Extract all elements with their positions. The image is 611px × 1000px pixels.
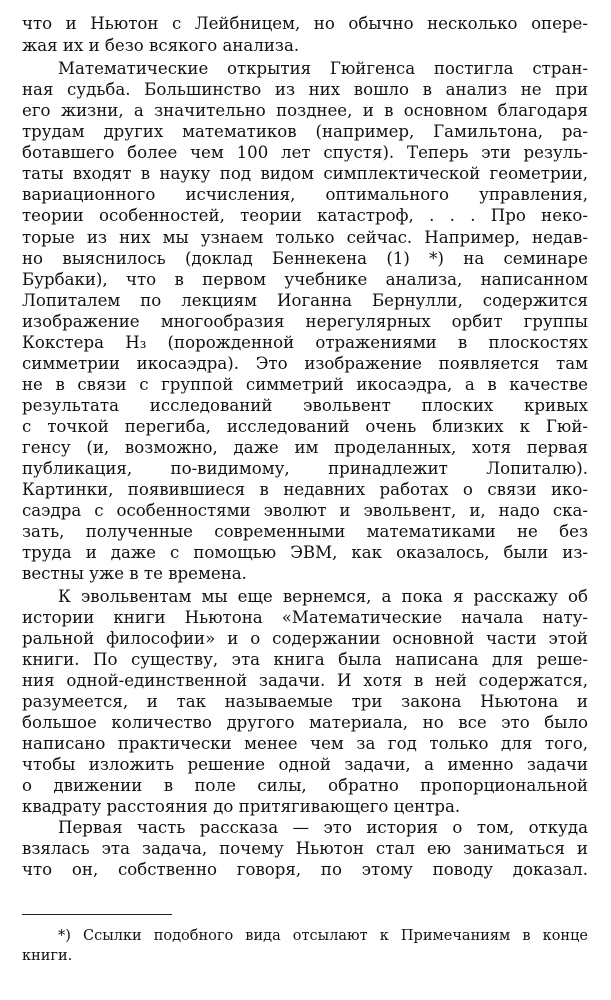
- text-line: Картинки, появившиеся в недавних работах о связи ико-: [22, 480, 588, 499]
- text-line: теории особенностей, теории катастроф, . . . Про неко-: [22, 206, 588, 225]
- text-line: ная судьба. Большинство из них вошло в анализ не при: [22, 80, 588, 99]
- text-line: его жизни, а значительно позднее, и в основном благодаря: [22, 101, 588, 120]
- paragraph-start-line: Первая часть рассказа — это история о том, откуда: [58, 818, 588, 837]
- text-line: вестны уже в те времена.: [22, 564, 247, 583]
- text-line: публикация, по-видимому, принадлежит Лопиталю).: [22, 459, 588, 478]
- footnote-text: *) Ссылки подобного вида отсылают к Примечаниям в конце: [58, 928, 588, 944]
- text-line: что и Ньютон с Лейбницем, но обычно несколько опере-: [22, 14, 588, 33]
- text-line: торые из них мы узнаем только сейчас. Например, недав-: [22, 228, 588, 247]
- footnote-divider: [22, 914, 172, 915]
- text-line: изображение многообразия нерегулярных орбит группы: [22, 312, 588, 331]
- text-line: ральной философии» и о содержании основной части этой: [22, 629, 588, 648]
- text-line: генсу (и, возможно, даже им проделанных, хотя первая: [22, 438, 588, 457]
- text-line: с точкой перегиба, исследований очень близких к Гюй-: [22, 417, 588, 436]
- text-line: взялась эта задача, почему Ньютон стал ею заниматься и: [22, 839, 588, 858]
- text-line: разумеется, и так называемые три закона Ньютона и: [22, 692, 588, 711]
- text-line: о движении в поле силы, обратно пропорциональной: [22, 776, 588, 795]
- text-line: большое количество другого материала, но все это было: [22, 713, 588, 732]
- text-line: жая их и безо всякого анализа.: [22, 36, 300, 55]
- text-line: ботавшего более чем 100 лет спустя). Теперь эти резуль-: [22, 143, 588, 162]
- text-line: но выяснилось (доклад Беннекена (1) *) на семинаре: [22, 249, 588, 268]
- footnote-text: книги.: [22, 948, 73, 964]
- paragraph-start-line: Математические открытия Гюйгенса постигла стран-: [58, 59, 588, 78]
- text-line: таты входят в науку под видом симплектической геометрии,: [22, 164, 588, 183]
- text-line: ния одной-единственной задачи. И хотя в ней содержатся,: [22, 671, 588, 690]
- text-line: симметрии икосаэдра). Это изображение появляется там: [22, 354, 588, 373]
- text-line: не в связи с группой симметрий икосаэдра, а в качестве: [22, 375, 588, 394]
- text-line: квадрату расстояния до притягивающего центра.: [22, 797, 461, 816]
- text-line: саэдра с особенностями эволют и эвольвент, и, надо ска-: [22, 501, 588, 520]
- text-line: что он, собственно говоря, по этому поводу доказал.: [22, 860, 588, 879]
- text-line: трудам других математиков (например, Гамильтона, ра-: [22, 122, 588, 141]
- text-line: истории книги Ньютона «Математические начала нату-: [22, 608, 588, 627]
- paragraph-start-line: К эвольвентам мы еще вернемся, а пока я расскажу об: [58, 587, 588, 606]
- text-line: книги. По существу, эта книга была написана для реше-: [22, 650, 588, 669]
- text-line: чтобы изложить решение одной задачи, а именно задачи: [22, 755, 588, 774]
- text-line: написано практически менее чем за год только для того,: [22, 734, 588, 753]
- text-line: Кокстера H₃ (порожденной отражениями в плоскостях: [22, 333, 588, 352]
- text-line: Лопиталем по лекциям Иоганна Бернулли, содержится: [22, 291, 588, 310]
- text-line: Бурбаки), что в первом учебнике анализа, написанном: [22, 270, 588, 289]
- text-line: зать, полученные современными математиками не без: [22, 522, 588, 541]
- text-line: результата исследований эвольвент плоских кривых: [22, 396, 588, 415]
- text-line: труда и даже с помощью ЭВМ, как оказалось, были из-: [22, 543, 588, 562]
- text-line: вариационного исчисления, оптимального управления,: [22, 185, 588, 204]
